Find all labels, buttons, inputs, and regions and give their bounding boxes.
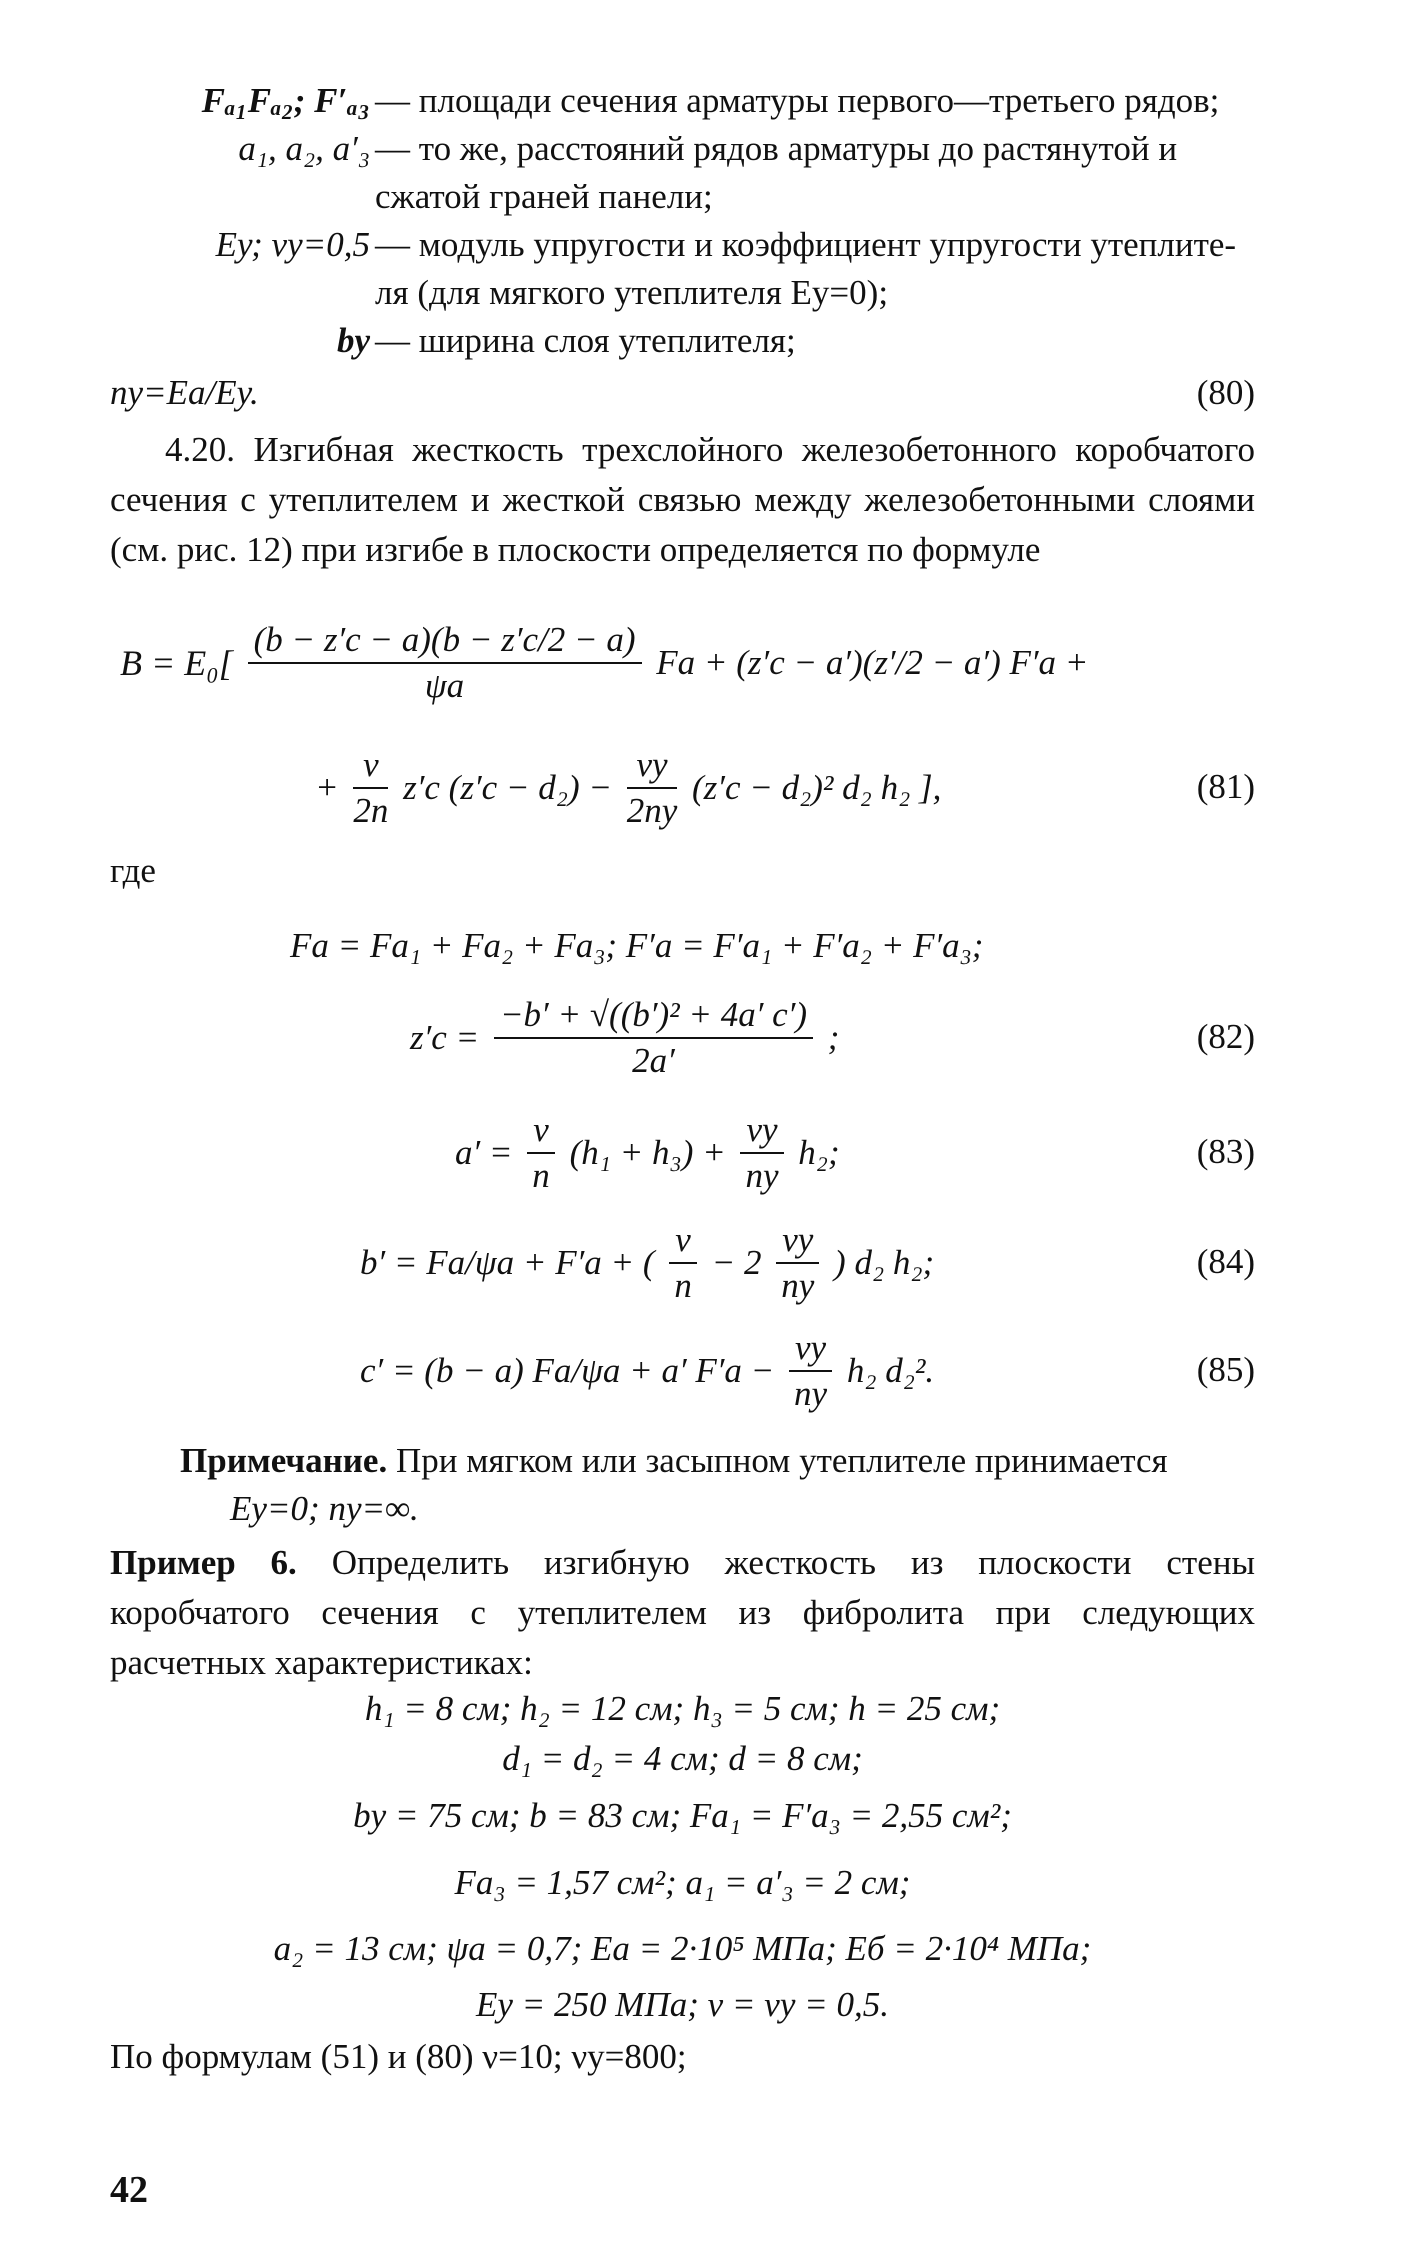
- eq81-frac-num: (b − z′c − a)(b − z′c/2 − a): [248, 620, 642, 664]
- eq84-lhs: b′ = Fа/ψа + F′а + (: [360, 1243, 655, 1282]
- eq85-lhs: c′ = (b − a) Fа/ψа + a′ F′а −: [360, 1351, 775, 1390]
- note-text: При мягком или засыпном утеплителе принимается: [395, 1441, 1168, 1480]
- eq83-frac1: [527, 1110, 555, 1196]
- def-text-3: — модуль упругости и коэффициент упругости утеплите-: [375, 225, 1237, 264]
- def-symbol-4: bу: [336, 321, 370, 360]
- eq81-rest1: Fа + (z′c − a′)(z′/2 − a′) F′а +: [656, 643, 1089, 682]
- eq81-line2: [110, 745, 1255, 830]
- eq82-den: 2a′: [632, 1041, 675, 1080]
- eq84-mid: − 2: [711, 1243, 762, 1282]
- def-symbol-1: Fₐ₁Fₐ₂; F′ₐ₃: [201, 81, 370, 120]
- eq81-rest2: (z′c − d₂)² d₂ h₂ ],: [692, 768, 942, 807]
- eq85-number: (85): [1196, 1350, 1255, 1389]
- eq81-fraction: [248, 620, 642, 706]
- def-text-1: — площади сечения арматуры первого—третьего рядов;: [375, 81, 1220, 120]
- eq84-frac2: [776, 1220, 819, 1306]
- note-text-cont: Eу=0; nу=∞.: [230, 1489, 419, 1528]
- example-text: Определить изгибную жесткость из плоскости стены коробчатого сечения с утеплителем из фибролита при следующих расчетных характеристиках:: [110, 1543, 1255, 1682]
- eq84-number: (84): [1196, 1242, 1255, 1281]
- def-text-2: — то же, расстояний рядов арматуры до растянутой и: [375, 129, 1178, 168]
- params-line-1: h₁ = 8 см; h₂ = 12 см; h₃ = 5 см; h = 25 см;: [364, 1689, 1001, 1728]
- eq81-frac2-num: ν: [353, 745, 388, 789]
- eq83-tail: h₂;: [798, 1133, 840, 1172]
- eq83-lhs: a′ =: [455, 1133, 513, 1172]
- note-label: Примечание.: [180, 1441, 388, 1480]
- eq83-frac1-den: n: [532, 1156, 550, 1195]
- eq82-lhs: z′c =: [410, 1018, 480, 1057]
- eq84-frac2-den: nу: [781, 1266, 815, 1305]
- def-symbol-2: a₁, a₂, a′₃: [238, 129, 370, 168]
- eq85-frac: [789, 1328, 832, 1414]
- eq82-num: −b′ + √((b′)² + 4a′ c′): [494, 995, 813, 1039]
- params-line-2: d₁ = d₂ = 4 см; d = 8 см;: [502, 1739, 863, 1778]
- eq82-tail: ;: [827, 1018, 840, 1057]
- def-symbol-3: Eу; νу=0,5: [215, 225, 370, 264]
- eq81-line1: [110, 620, 1255, 705]
- def-text-4: — ширина слоя утеплителя;: [375, 321, 796, 360]
- eq85-tail: h₂ d₂².: [846, 1351, 935, 1390]
- eq85-frac-den: nу: [794, 1374, 828, 1413]
- final-line: По формулам (51) и (80) ν=10; νу=800;: [110, 2037, 687, 2076]
- section-4-20-text: 4.20. Изгибная жесткость трехслойного железобетонного коробчатого сечения с утеплителем и жесткой связью между железобетонными слоями (см. рис. 12) при изгибе в плоскости определяется по формуле: [110, 430, 1255, 569]
- params-line-5: a₂ = 13 см; ψа = 0,7; Eа = 2·10⁵ МПа; Eб = 2·10⁴ МПа;: [273, 1929, 1092, 1968]
- params-line-6: Eу = 250 МПа; ν = νу = 0,5.: [476, 1985, 889, 2024]
- example-label: Пример 6.: [110, 1543, 297, 1582]
- eq85-frac-num: νу: [789, 1328, 832, 1372]
- example-6: [110, 1538, 1255, 1688]
- where-label: где: [110, 851, 156, 890]
- eq80-number: (80): [1196, 373, 1255, 412]
- params-line-3: bу = 75 см; b = 83 см; Fа₁ = F′а₃ = 2,55 см²;: [353, 1796, 1012, 1835]
- eq84-frac2-num: νу: [776, 1220, 819, 1264]
- eq81-frac2: [353, 745, 388, 831]
- eq80-formula: nу=Eа/Eу.: [110, 373, 259, 412]
- eq83-frac2-num: νу: [740, 1110, 783, 1154]
- eq81-frac3-num: νу: [627, 745, 678, 789]
- eq81-frac3-den: 2nу: [626, 791, 678, 830]
- eq83-number: (83): [1196, 1132, 1255, 1171]
- eq81-number: (81): [1196, 767, 1255, 806]
- eq83-mid: (h₁ + h₃) +: [569, 1133, 726, 1172]
- eq83-frac2-den: nу: [745, 1156, 779, 1195]
- eq84-tail: ) d₂ h₂;: [834, 1243, 935, 1282]
- eq84-frac1: [669, 1220, 697, 1306]
- page-number: 42: [110, 2169, 148, 2211]
- eq85-row: [110, 1328, 1255, 1413]
- eq84-frac1-den: n: [674, 1266, 692, 1305]
- def-text-2-cont: сжатой граней панели;: [375, 177, 713, 216]
- def-text-3-cont: ля (для мягкого утеплителя Eу=0);: [375, 273, 889, 312]
- eq82-fraction: [494, 995, 813, 1081]
- eq81-frac3: [627, 745, 678, 831]
- eq82-number: (82): [1196, 1017, 1255, 1056]
- eq81-lhs: B = E₀[: [120, 643, 233, 683]
- eq83-frac2: [740, 1110, 783, 1196]
- eq81-frac-den: ψа: [424, 666, 465, 705]
- eq81-plus: +: [315, 768, 339, 807]
- eq84-frac1-num: ν: [669, 1220, 697, 1264]
- eq83-frac1-num: ν: [527, 1110, 555, 1154]
- eq82-row: [110, 995, 1255, 1080]
- note: [180, 1440, 1168, 1482]
- eq84-row: [110, 1220, 1255, 1305]
- eq81-frac2-den: 2n: [353, 791, 389, 830]
- eq81-mid: z′c (z′c − d₂) −: [403, 768, 612, 807]
- params-line-4: Fа₃ = 1,57 см²; a₁ = a′₃ = 2 см;: [454, 1863, 911, 1902]
- eq83-row: [110, 1110, 1255, 1195]
- eq-fa-sums: Fа = Fа₁ + Fа₂ + Fа₃; F′а = F′а₁ + F′а₂ + F′а₃;: [290, 926, 984, 965]
